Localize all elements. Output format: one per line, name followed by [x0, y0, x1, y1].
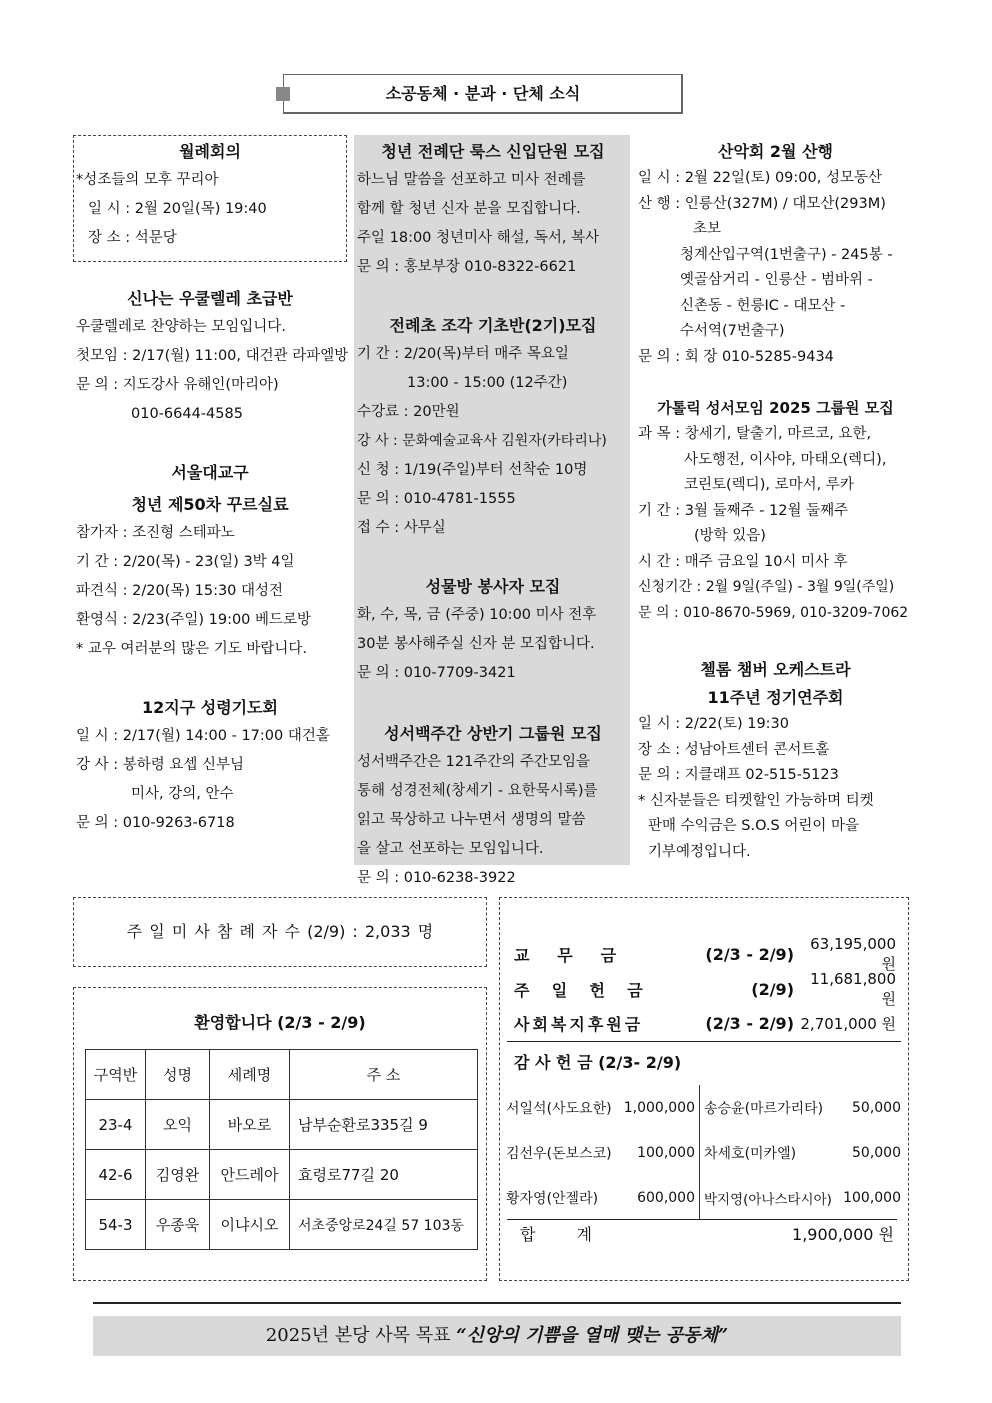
- lux-line: 함께 할 청년 신자 분을 모집합니다.: [357, 201, 581, 217]
- monthly-meeting-line: 장 소 : 석문당: [88, 230, 177, 246]
- table-row: [86, 1200, 478, 1250]
- hiking-line: 신촌동 - 헌릉IC - 대모산 -: [680, 297, 846, 314]
- store-volunteer-section: [357, 573, 629, 688]
- hiking-line: 옛골삼거리 - 인릉산 - 범바위 -: [680, 272, 873, 288]
- catholic-bible-line: 코린토(렉디), 로마서, 루카: [684, 477, 854, 493]
- welcome-table: [85, 1049, 478, 1250]
- candle-carving-title: 전례초 조각 기초반(2기)모집: [389, 316, 597, 335]
- table-cell: 서초중앙로24길 57 103동: [290, 1200, 478, 1250]
- candle-carving-line: 신 청 : 1/19(주일)부터 선착순 10명: [357, 462, 588, 478]
- store-volunteer-line: 화, 수, 목, 금 (주중) 10:00 미사 전후: [357, 607, 597, 623]
- hiking-line: 산 행 : 인릉산(327M) / 대모산(293M): [638, 195, 886, 212]
- total-label: 합 계: [520, 1225, 610, 1244]
- seoul-cursillo-section: [76, 459, 344, 664]
- district-prayer-title: 12지구 성령기도회: [141, 698, 279, 717]
- table-cell: 안드레아: [210, 1150, 290, 1200]
- monthly-meeting-line: *성조들의 모후 꾸리아: [76, 172, 219, 188]
- candle-carving-line: 수강료 : 20만원: [357, 404, 460, 420]
- bible100-title: 성서백주간 상반기 그룹원 모집: [384, 724, 602, 743]
- concert-line: 문 의 : 지클래프 02-515-5123: [638, 767, 839, 783]
- concert-line: 판매 수익금은 S.O.S 어린이 마을: [648, 818, 859, 834]
- district-prayer-line: 일 시 : 2/17(월) 14:00 - 17:00 대건홀: [76, 728, 330, 744]
- ukulele-section: [76, 285, 349, 429]
- finance-period: (2/3 - 2/9): [705, 1013, 794, 1033]
- finance-period: (2/3 - 2/9): [705, 944, 794, 964]
- donor-amount: 50,000: [852, 1144, 901, 1161]
- ukulele-line: 010-6644-4585: [131, 406, 243, 422]
- catholic-bible-line: 기 간 : 3월 둘째주 - 12월 둘째주: [638, 502, 849, 519]
- finance-amount: 11,681,800 원: [810, 969, 896, 1008]
- catholic-bible-line: 신청기간 : 2월 9일(주일) - 3월 9일(주일): [638, 579, 895, 595]
- hiking-section: [638, 138, 913, 370]
- seoul-cursillo-title: 서울대교구: [171, 463, 249, 482]
- ukulele-line: 문 의 : 지도강사 유해인(마리아): [76, 377, 279, 393]
- column-left: [76, 138, 349, 838]
- bible100-line: 성서백주간은 121주간의 주간모임을: [357, 754, 590, 770]
- finance-label: 주 일 헌 금: [514, 980, 643, 1000]
- list-item: [506, 1175, 901, 1220]
- lux-line: 주일 18:00 청년미사 해설, 독서, 복사: [357, 230, 600, 246]
- thanks-offering-title: 감 사 헌 금 (2/3- 2/9): [514, 1053, 682, 1072]
- lux-title: 청년 전례단 룩스 신입단원 모집: [381, 142, 605, 161]
- footer: [93, 1316, 901, 1356]
- bible100-section: [357, 720, 629, 893]
- finance-row: [514, 969, 896, 1008]
- concert-subtitle: 11주년 정기연주회: [707, 688, 844, 707]
- hiking-line: 초보: [693, 221, 722, 237]
- table-header-row: [86, 1050, 478, 1100]
- donor-amount: 100,000: [843, 1189, 901, 1206]
- lux-section: [357, 138, 629, 282]
- finance-amount: 2,701,000 원: [800, 1014, 896, 1033]
- seoul-cursillo-line: 파견식 : 2/20(목) 15:30 대성전: [76, 583, 284, 599]
- donor-name: 황자영(안젤라): [506, 1190, 599, 1207]
- donor-name: 송승윤(마르가리타): [704, 1100, 824, 1117]
- table-row: [86, 1100, 478, 1150]
- candle-carving-line: 13:00 - 15:00 (12주간): [407, 375, 568, 391]
- table-cell: 김영완: [146, 1150, 210, 1200]
- donor-name: 김선우(돈보스코): [506, 1145, 612, 1162]
- finance-period: (2/9): [751, 979, 794, 999]
- table-cell: 효령로77길 20: [290, 1150, 478, 1200]
- concert-section: [638, 656, 913, 865]
- seoul-cursillo-line: 참가자 : 조진형 스테파노: [76, 525, 235, 541]
- catholic-bible-line: 시 간 : 매주 금요일 10시 미사 후: [638, 553, 848, 570]
- candle-carving-line: 기 간 : 2/20(목)부터 매주 목요일: [357, 346, 569, 362]
- list-item: [506, 1130, 901, 1175]
- seoul-cursillo-line: 환영식 : 2/23(주일) 19:00 베드로방: [76, 612, 312, 628]
- finance-row: [514, 1006, 896, 1040]
- bible100-line: 통해 성경전체(창세기 - 요한묵시록)를: [357, 783, 598, 799]
- table-cell: 42-6: [86, 1150, 146, 1200]
- finance-label: 사회복지후원금: [514, 1014, 644, 1034]
- footer-slogan: “신앙의 기쁨을 열매 맺는 공동체”: [456, 1325, 729, 1346]
- hiking-line: 문 의 : 회 장 010-5285-9434: [638, 348, 834, 365]
- catholic-bible-line: (방학 있음): [694, 528, 766, 544]
- monthly-meeting-section: [76, 138, 344, 253]
- store-volunteer-title: 성물방 봉사자 모집: [425, 577, 561, 596]
- finance-divider: [507, 1041, 901, 1042]
- seoul-cursillo-line: * 교우 여러분의 많은 기도 바랍니다.: [76, 641, 308, 657]
- catholic-bible-line: 문 의 : 010-8670-5969, 010-3209-7062: [638, 604, 909, 621]
- total-divider: [507, 1219, 897, 1220]
- donor-amount: 1,000,000: [623, 1099, 695, 1116]
- catholic-bible-line: 사도행전, 이사야, 마태오(렉디),: [684, 451, 887, 468]
- concert-line: 일 시 : 2/22(토) 19:30: [638, 716, 790, 732]
- hiking-line: 수서역(7번출구): [680, 323, 785, 339]
- donor-name: 차세호(미카엘): [704, 1145, 797, 1162]
- mass-attendance-text: 주 일 미 사 참 례 자 수 (2/9) : 2,033 명: [126, 922, 434, 941]
- candle-carving-line: 접 수 : 사무실: [357, 520, 446, 536]
- welcome-title: 환영합니다 (2/3 - 2/9): [194, 1013, 366, 1032]
- concert-line: 장 소 : 성남아트센터 콘서트홀: [638, 741, 830, 758]
- store-volunteer-line: 문 의 : 010-7709-3421: [357, 665, 516, 681]
- donor-amount: 600,000: [637, 1189, 695, 1206]
- seoul-cursillo-subtitle: 청년 제50차 꾸르실료: [131, 495, 289, 514]
- column-right: [638, 138, 913, 865]
- table-header: 구역반: [86, 1050, 146, 1100]
- candle-carving-section: [357, 312, 629, 543]
- table-cell: 23-4: [86, 1100, 146, 1150]
- table-header: 세례명: [210, 1050, 290, 1100]
- footer-prefix: 2025년 본당 사목 목표: [265, 1325, 451, 1346]
- district-prayer-line: 미사, 강의, 안수: [131, 786, 234, 802]
- table-cell: 바오로: [210, 1100, 290, 1150]
- district-prayer-line: 문 의 : 010-9263-6718: [76, 815, 235, 831]
- table-cell: 남부순환로335길 9: [290, 1100, 478, 1150]
- hiking-line: 청계산입구역(1번출구) - 245봉 -: [680, 246, 893, 263]
- lux-line: 문 의 : 홍보부장 010-8322-6621: [357, 259, 577, 275]
- donor-name: 서일석(사도요한): [506, 1100, 612, 1117]
- lux-line: 하느님 말씀을 선포하고 미사 전례를: [357, 172, 586, 188]
- table-header: 주 소: [290, 1050, 478, 1100]
- table-cell: 우종욱: [146, 1200, 210, 1250]
- list-item: [506, 1085, 901, 1130]
- donor-name: 박지영(아나스타시아): [704, 1191, 832, 1208]
- monthly-meeting-line: 일 시 : 2월 20일(목) 19:40: [88, 201, 267, 217]
- total-amount: 1,900,000 원: [792, 1225, 894, 1244]
- concert-line: * 신자분들은 티켓할인 가능하며 티켓: [638, 792, 874, 809]
- hiking-title: 산악회 2월 산행: [717, 142, 833, 161]
- page-title: 소공동체 · 분과 · 단체 소식: [385, 84, 581, 103]
- hiking-line: 일 시 : 2월 22일(토) 09:00, 성모동산: [638, 170, 882, 186]
- table-row: [86, 1150, 478, 1200]
- thanks-offering-grid: [506, 1085, 901, 1220]
- finance-amount: 63,195,000 원: [810, 934, 896, 973]
- donor-amount: 50,000: [852, 1099, 901, 1116]
- candle-carving-line: 문 의 : 010-4781-1555: [357, 491, 516, 507]
- finance-label: 교 무 금: [514, 945, 617, 965]
- total-row: [520, 1222, 894, 1245]
- district-prayer-line: 강 사 : 봉하령 요셉 신부님: [76, 757, 245, 773]
- footer-divider: [93, 1302, 901, 1304]
- store-volunteer-line: 30분 봉사해주실 신자 분 모집합니다.: [357, 636, 595, 652]
- district-prayer-section: [76, 694, 344, 838]
- ukulele-title: 신나는 우쿨렐레 초급반: [127, 289, 293, 308]
- table-cell: 오익: [146, 1100, 210, 1150]
- catholic-bible-title: 가톨릭 성서모임 2025 그룹원 모집: [657, 399, 894, 417]
- bible100-line: 읽고 묵상하고 나누면서 생명의 말씀: [357, 812, 586, 828]
- ukulele-line: 우쿨렐레로 찬양하는 모임입니다.: [76, 319, 286, 335]
- bible100-line: 을 살고 선포하는 모임입니다.: [357, 841, 544, 857]
- concert-line: 기부예정입니다.: [648, 843, 751, 860]
- catholic-bible-line: 과 목 : 창세기, 탈출기, 마르코, 요한,: [638, 426, 872, 442]
- ukulele-line: 첫모임 : 2/17(월) 11:00, 대건관 라파엘방: [76, 348, 349, 364]
- table-cell: 54-3: [86, 1200, 146, 1250]
- column-middle: [357, 138, 629, 893]
- seoul-cursillo-line: 기 간 : 2/20(목) - 23(일) 3박 4일: [76, 554, 295, 570]
- finance-row: [514, 934, 896, 973]
- monthly-meeting-title: 월례회의: [179, 142, 241, 161]
- table-cell: 이냐시오: [210, 1200, 290, 1250]
- candle-carving-line: 강 사 : 문화예술교육사 김원자(카타리나): [357, 433, 607, 449]
- table-header: 성명: [146, 1050, 210, 1100]
- catholic-bible-section: [638, 394, 913, 626]
- donor-amount: 100,000: [637, 1144, 695, 1161]
- bible100-line: 문 의 : 010-6238-3922: [357, 870, 516, 886]
- concert-title: 첼롬 챔버 오케스트라: [700, 660, 851, 679]
